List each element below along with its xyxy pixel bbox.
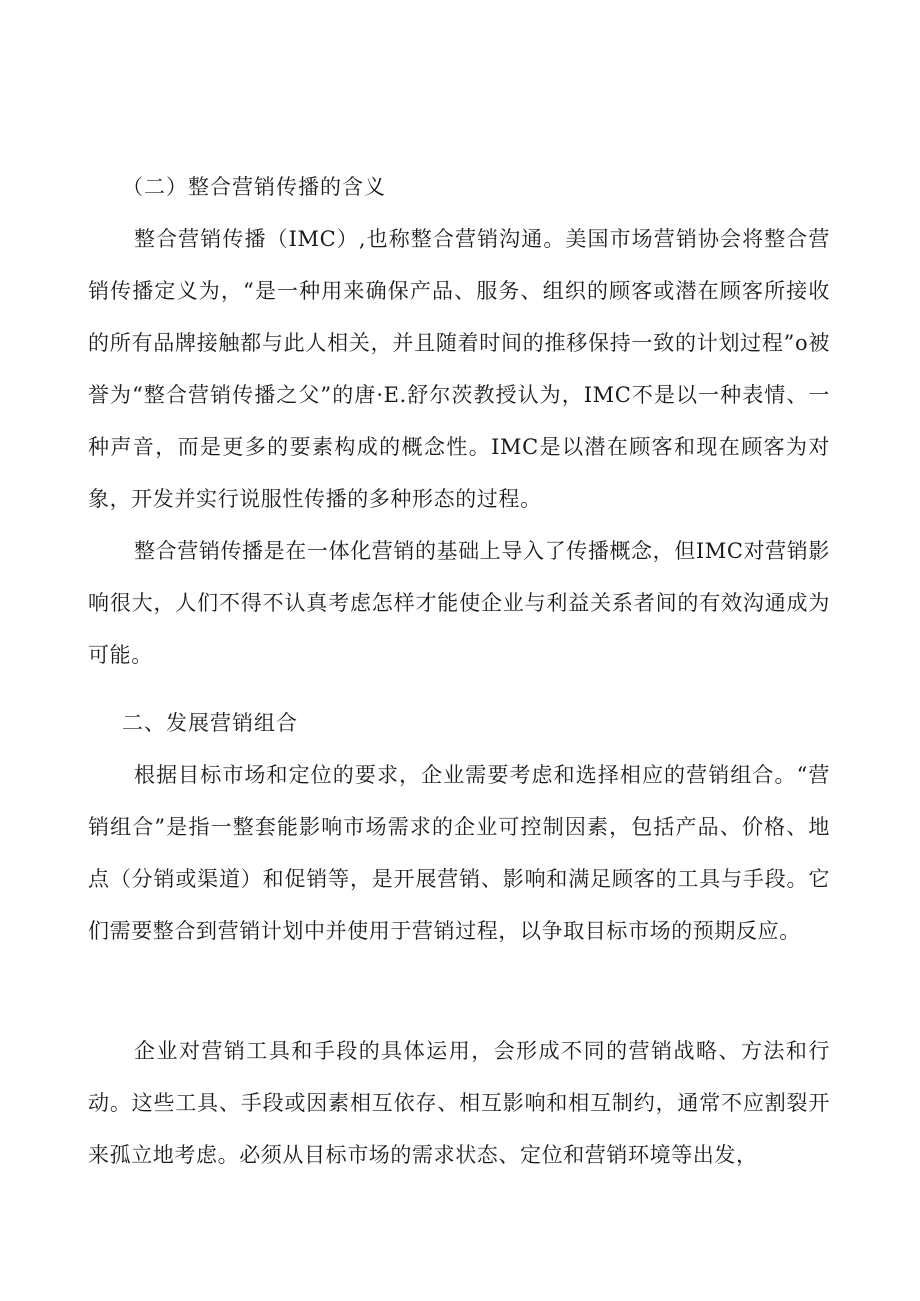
section-heading-imc-meaning: （二）整合营销传播的含义	[122, 175, 386, 199]
paragraph-imc-definition: 整合营销传播（IMC）,也称整合营销沟通。美国市场营销协会将整合营销传播定义为，“是一种用来确保产品、服务、组织的顾客或潜在顾客所接收的所有品牌接触都与此人相关，并且随着时间的推移保持一致的计划过程”o被誉为“整合营销传播之父”的唐·E.舒尔茨教授认为，IMC不是以一种表情、一种声音，而是更多的要素构成的概念性。IMC是以潜在顾客和现在顾客为对象，开发并实行说服性传播的多种形态的过程。	[88, 227, 830, 511]
paragraph-imc-influence: 整合营销传播是在一体化营销的基础上导入了传播概念，但IMC对营销影响很大，人们不得不认真考虑怎样才能使企业与利益关系者间的有效沟通成为可能。	[88, 539, 830, 667]
paragraph-marketing-mix-usage: 企业对营销工具和手段的具体运用，会形成不同的营销战略、方法和行动。这些工具、手段或因素相互依存、相互影响和相互制约，通常不应割裂开来孤立地考虑。必须从目标市场的需求状态、定位和营销环境等出发，	[88, 1039, 830, 1167]
paragraph-marketing-mix-definition: 根据目标市场和定位的要求，企业需要考虑和选择相应的营销组合。“营销组合”是指一整套能影响市场需求的企业可控制因素，包括产品、价格、地点（分销或渠道）和促销等，是开展营销、影响和满足顾客的工具与手段。它们需要整合到营销计划中并使用于营销过程，以争取目标市场的预期反应。	[88, 763, 830, 943]
section-heading-marketing-mix: 二、发展营销组合	[122, 711, 298, 735]
